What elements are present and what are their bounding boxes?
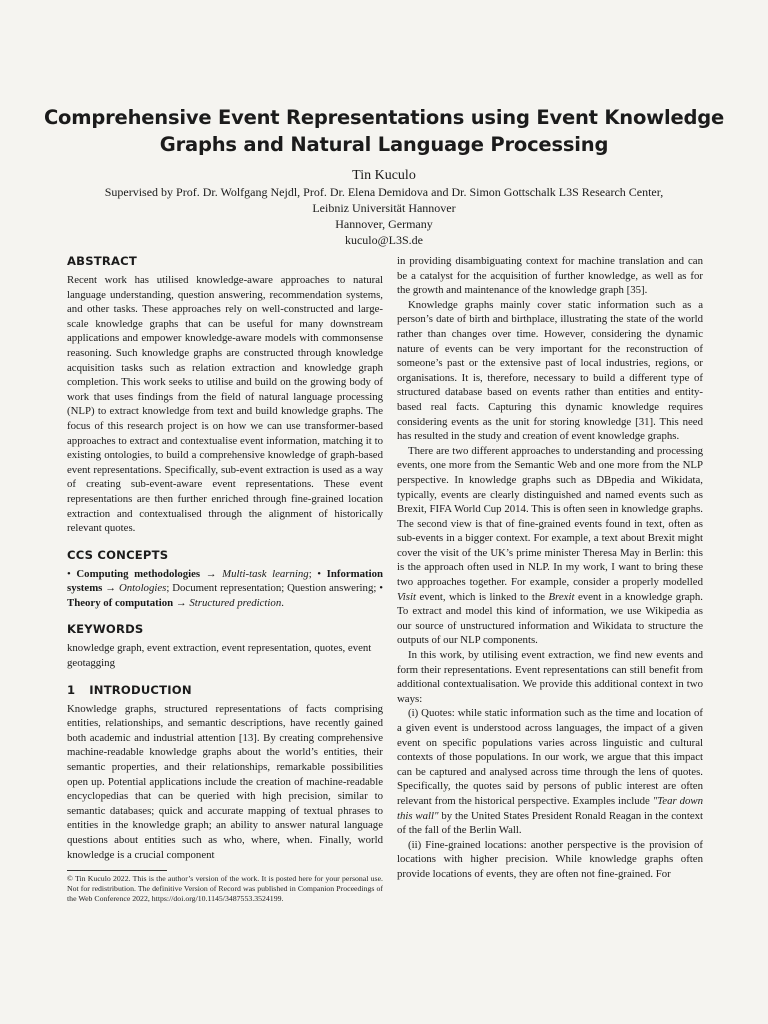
author-affiliation [40,184,728,248]
abstract-text: Recent work has utilised knowledge-aware approaches to natural language understanding, question answering, recommendation systems, and other tasks. These approaches rely on well-constructed and large-scale knowledge graphs that can be useful for many downstream applications and empower knowledge-aware models with commonsense reasoning. Such knowledge graphs are constructed through knowledge acquisition tasks such as relation extraction and knowledge graph completion. This work seeks to utilise and build on the growing body of work that uses findings from the field of natural language processing (NLP) to extract knowledge from text and build knowledge graphs. The focus of this research project is on how we can use transformer-based approaches to extract and contextualise event information, matching it to existing ontologies, to build a comprehensive knowledge of graph-based event representations. Specifically, sub-event extraction is used as a way of creating sub-event-aware event representations. These event representations are then further enriched through fine-grained location extraction and contextualised through the alignment of historically relevant quotes. [67,274,383,535]
ccs-concepts: • Computing methodologies → Multi-task learning; • Information systems → Ontologies; Document representation; Question answering; • Theory of computation → Structured prediction. [67,567,384,609]
abstract-heading: ABSTRACT [67,254,137,268]
right-column [397,254,703,882]
section-title: INTRODUCTION [89,682,192,697]
body-paragraph: There are two different approaches to understanding and processing events, one more from the Semantic Web and one more from the NLP perspective. In knowledge graphs such as DBpedia and Wikidata, typically, events are clearly distinguished and named events such as Brexit, FIFA World Cup 2014. This is often seen in knowledge graphs. The second view is that of fine-grained events found in text, often as sub-events in a bigger context. For example, a text about Brexit might cover the visit of the UK’s prime minister Theresa May in Berlin: this is the approach often used in NLP. In my work, I want to bring these two approaches together. For example, consider a properly modelled Visit event, which is linked to the Brexit event in a knowledge graph. To extract and model this kind of information, we use Wikipedia as our source of unstructured information and Wikidata to structure the outputs of our NLP components. [397,444,704,647]
footnote-rule [67,870,167,871]
section-number: 1 [67,682,76,697]
author-name: Tin Kuculo [352,168,416,183]
affiliation-line: Supervised by Prof. Dr. Wolfgang Nejdl, Prof. Dr. Elena Demidova and Dr. Simon Gottschalk L3S Research Center, [104,185,664,199]
body-paragraph: in providing disambiguating context for machine translation and can be a catalyst for the acquisition of further knowledge, as well as for the growth and maintenance of the knowledge graph [35]. [397,255,703,297]
body-paragraph: (i) Quotes: while static information such as the time and location of a given event is understood across languages, the impact of a given event on specific populations varies across linguistic and cultural contexts of those populations. In our work, we argue that this impact can be captured and analysed across time through the lens of quotes. Specifically, the quotes said by persons of public interest are often relevant from the historical perspective. Examples include "Tear down this wall" by the United States President Ronald Reagan in the context of the fall of the Berlin Wall. [397,707,704,837]
affiliation-line: Hannover, Germany [335,217,433,231]
ccs-heading: CCS CONCEPTS [67,547,169,562]
body-paragraph: Knowledge graphs mainly cover static information such as a person’s date of birth and birthplace, illustrating the state of the world rather than changes over time. However, considering the dynamic nature of events can be very important for the reconstruction of someone’s past or the extensive past of local industries, regions, or organisations. It is, therefore, necessary to build a different type of structured database based on events rather than entities and entity-based real facts. Capturing this dynamic knowledge requires considering events as the unit for storing knowledge [31]. This need has resulted in the study and creation of event knowledge graphs. [397,298,703,443]
body-paragraph: In this work, by utilising event extraction, we find new events and form their representations. Event representations can still benefit from additional contextualisation. We provide this additional context in two ways: [397,649,703,705]
introduction-heading [67,683,383,697]
title-line-2: Graphs and Natural Language Processing [159,133,609,156]
keywords-text: knowledge graph, event extraction, event representation, quotes, event geotagging [67,642,372,670]
copyright-footnote: © Tin Kuculo 2022. This is the author’s version of the work. It is posted here for your personal use. Not for redistribution. The definitive Version of Record was published in Companion Proceedings of the Web Conference 2022, https://doi.org/10.1145/3487553.3524199. [67,874,383,904]
author-email: kuculo@L3S.de [344,233,424,247]
paper-title [40,104,728,158]
intro-paragraph: Knowledge graphs, structured representations of facts comprising entities, relationships, and semantic descriptions, have recently gained both academic and industrial attention [13]. By creating comprehensive machine-readable knowledge graphs about the world’s entities, their semantic properties, and their relationships, remarkable possibilities open up. Potential applications include the creation of machine-readable encyclopedias that can be queried with high precision, similar to semantic databases; quick and accurate mapping of textual phrases to entities in the knowledge graph; an ability to answer natural language questions about entities such as who, where, when. Finally, world knowledge is a crucial component [67,702,383,861]
title-line-1: Comprehensive Event Representations using Event Knowledge [43,106,725,129]
left-column [67,254,383,862]
body-paragraph: (ii) Fine-grained locations: another perspective is the provision of locations with higher precision. While knowledge graphs often provide locations of events, they are often not fine-grained. For [397,838,703,880]
affiliation-line: Leibniz Universität Hannover [312,201,456,215]
keywords-heading: KEYWORDS [67,622,144,637]
